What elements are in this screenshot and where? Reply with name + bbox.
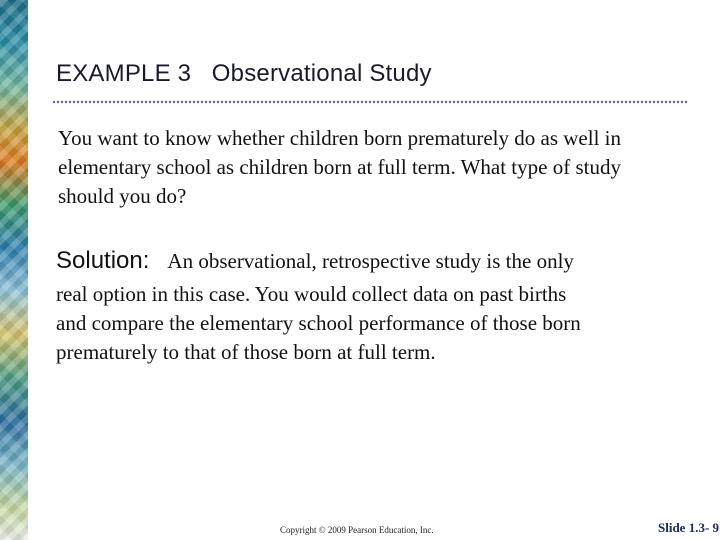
solution-line: real option in this case. You would collect data on past births — [56, 282, 567, 306]
decorative-side-strip — [0, 0, 28, 540]
copyright-footer: Copyright © 2009 Pearson Education, Inc. — [280, 525, 434, 535]
question-line: elementary school as children born at full term. What type of study — [58, 155, 621, 179]
question-line: You want to know whether children born prematurely do as well in — [58, 126, 622, 150]
solution-first-line — [56, 246, 716, 276]
solution-line: and compare the elementary school performance of those born — [56, 311, 581, 335]
solution-line: An observational, retrospective study is the only — [167, 249, 574, 273]
solution-label: Solution: — [56, 247, 150, 274]
slide-number: Slide 1.3- 9 — [658, 520, 720, 535]
slide-title: EXAMPLE 3 Observational Study — [56, 60, 432, 87]
dotted-divider — [52, 100, 688, 104]
question-text — [58, 124, 718, 211]
question-line: should you do? — [58, 184, 187, 208]
solution-block — [56, 246, 716, 367]
solution-line: prematurely to that of those born at full term. — [56, 340, 436, 364]
